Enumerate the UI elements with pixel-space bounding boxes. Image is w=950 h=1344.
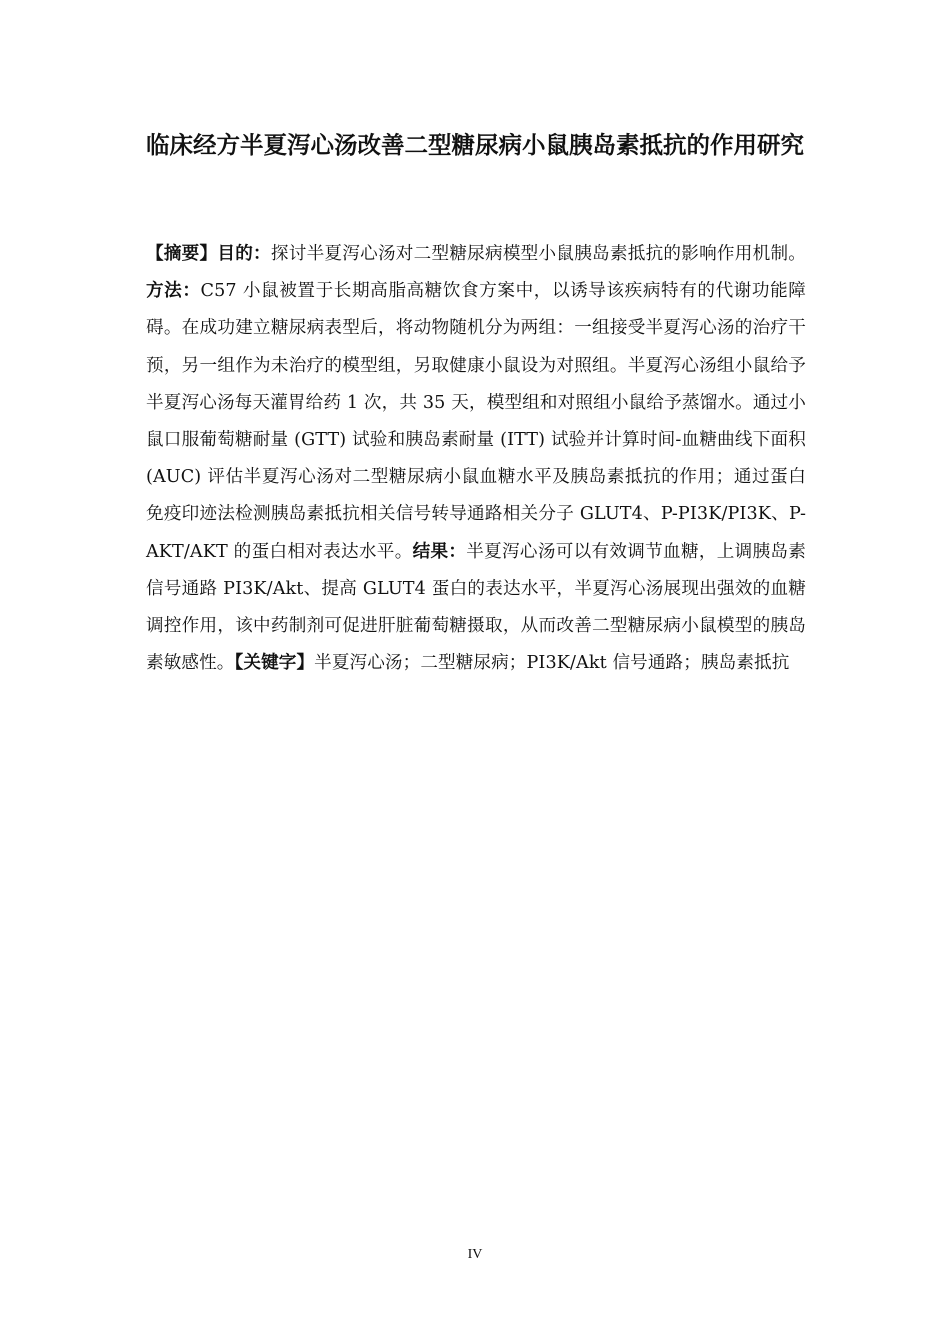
page-number: IV [467, 1247, 483, 1262]
results-text: 半夏泻心汤可以有效调节血糖，上调胰岛素信号通路 PI3K/Akt、提高 GLUT4 蛋白的表达水平，半夏泻心汤展现出强效的血糖调控作用，该中药制剂可促进肝脏葡萄糖摄取，从而改善二型糖尿病小鼠模型的胰岛素敏感性。 [146, 541, 806, 674]
objective-label: 目的： [217, 244, 271, 264]
abstract [146, 236, 806, 682]
keywords-text: 半夏泻心汤；二型糖尿病；PI3K/Akt 信号通路；胰岛素抵抗 [314, 653, 790, 674]
paper-title: 临床经方半夏泻心汤改善二型糖尿病小鼠胰岛素抵抗的作用研究 [146, 131, 804, 159]
objective-text: 探讨半夏泻心汤对二型糖尿病模型小鼠胰岛素抵抗的影响作用机制。 [270, 244, 806, 264]
abstract-label: 【摘要】 [146, 244, 218, 264]
results-label: 结果： [412, 541, 467, 562]
methods-text: C57 小鼠被置于长期高脂高糖饮食方案中，以诱导该疾病特有的代谢功能障碍。在成功建立糖尿病表型后，将动物随机分为两组：一组接受半夏泻心汤的治疗干预，另一组作为未治疗的模型组，另取健康小鼠设为对照组。半夏泻心汤组小鼠给予半夏泻心汤每天灌胃给药 1 次，共 35 天，模型组和对照组小鼠给予蒸馏水。通过小鼠口服葡萄糖耐量 (GTT) 试验和胰岛素耐量 (ITT) 试验并计算时间-血糖曲线下面积 (AUC) 评估半夏泻心汤对二型糖尿病小鼠血糖水平及胰岛素抵抗的作用；通过蛋白免疫印迹法检测胰岛素抵抗相关信号转导通路相关分子 GLUT4、P-PI3K/PI3K、P-AKT/AKT 的蛋白相对表达水平。 [146, 281, 806, 562]
keywords-label: 【关键字】 [234, 653, 315, 674]
methods-label: 方法： [146, 281, 201, 302]
